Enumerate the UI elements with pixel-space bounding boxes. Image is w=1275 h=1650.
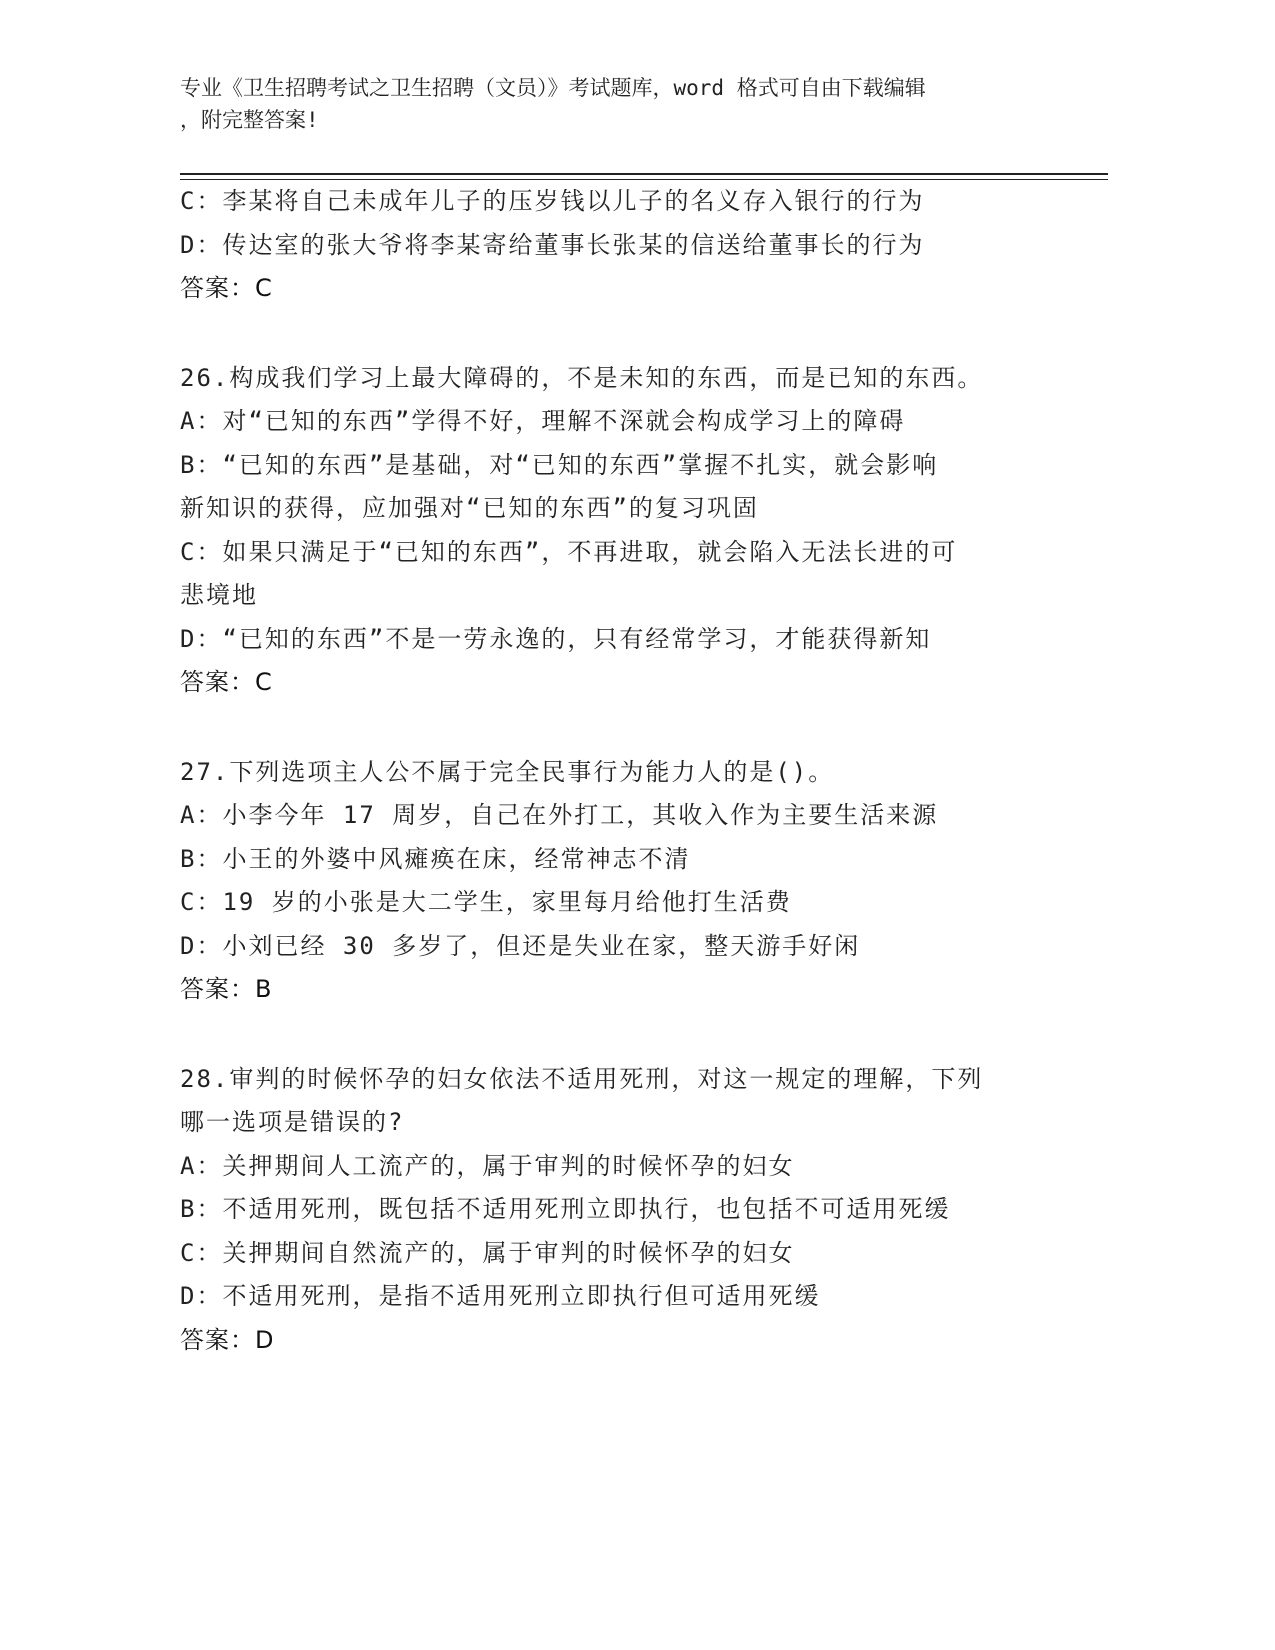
question-28 [180, 1058, 1060, 1363]
option-c: C：关押期间自然流产的，属于审判的时候怀孕的妇女 [180, 1238, 795, 1267]
option-a: A：关押期间人工流产的，属于审判的时候怀孕的妇女 [180, 1151, 795, 1180]
question-25 [180, 180, 1060, 311]
option-d: D：传达室的张大爷将李某寄给董事长张某的信送给董事长的行为 [180, 230, 925, 259]
question-stem: 26.构成我们学习上最大障碍的，不是未知的东西，而是已知的东西。 [180, 363, 984, 392]
document-header [180, 72, 1040, 136]
header-title-line-1: 专业《卫生招聘考试之卫生招聘（文员）》考试题库，word 格式可自由下载编辑 [180, 76, 926, 100]
question-stem-continued: 哪一选项是错误的? [180, 1108, 405, 1136]
option-b: B：“已知的东西”是基础，对“已知的东西”掌握不扎实，就会影响 [180, 450, 939, 479]
header-divider-thick [180, 173, 1108, 175]
question-stem: 28.审判的时候怀孕的妇女依法不适用死刑，对这一规定的理解，下列 [180, 1064, 984, 1093]
option-a: A：对“已知的东西”学得不好，理解不深就会构成学习上的障碍 [180, 407, 906, 435]
option-d: D：小刘已经 30 多岁了，但还是失业在家，整天游手好闲 [180, 931, 861, 960]
option-c: C：如果只满足于“已知的东西”，不再进取，就会陷入无法长进的可 [180, 537, 958, 566]
option-c: C：19 岁的小张是大二学生，家里每月给他打生活费 [180, 888, 792, 916]
option-d: D：不适用死刑，是指不适用死刑立即执行但可适用死缓 [180, 1282, 821, 1310]
spacer [180, 1012, 1060, 1058]
option-c-continued: 悲境地 [180, 581, 258, 609]
question-26 [180, 357, 1060, 705]
spacer [180, 705, 1060, 751]
question-27 [180, 751, 1060, 1012]
spacer [180, 311, 1060, 357]
option-b-continued: 新知识的获得，应加强对“已知的东西”的复习巩固 [180, 494, 759, 522]
question-stem: 27.下列选项主人公不属于完全民事行为能力人的是()。 [180, 757, 835, 786]
answer-line: 答案：B [180, 975, 273, 1003]
option-b: B：小王的外婆中风瘫痪在床，经常神志不清 [180, 844, 691, 873]
answer-line: 答案：C [180, 668, 273, 696]
answer-line: 答案：C [180, 274, 273, 302]
option-d: D：“已知的东西”不是一劳永逸的，只有经常学习，才能获得新知 [180, 624, 932, 653]
question-list [180, 180, 1060, 1362]
answer-line: 答案：D [180, 1325, 275, 1354]
option-a: A：小李今年 17 周岁，自己在外打工，其收入作为主要生活来源 [180, 801, 939, 829]
option-c: C：李某将自己未成年儿子的压岁钱以儿子的名义存入银行的行为 [180, 187, 925, 215]
option-b: B：不适用死刑，既包括不适用死刑立即执行，也包括不可适用死缓 [180, 1195, 951, 1223]
header-title-line-2: ，附完整答案! [180, 108, 319, 132]
